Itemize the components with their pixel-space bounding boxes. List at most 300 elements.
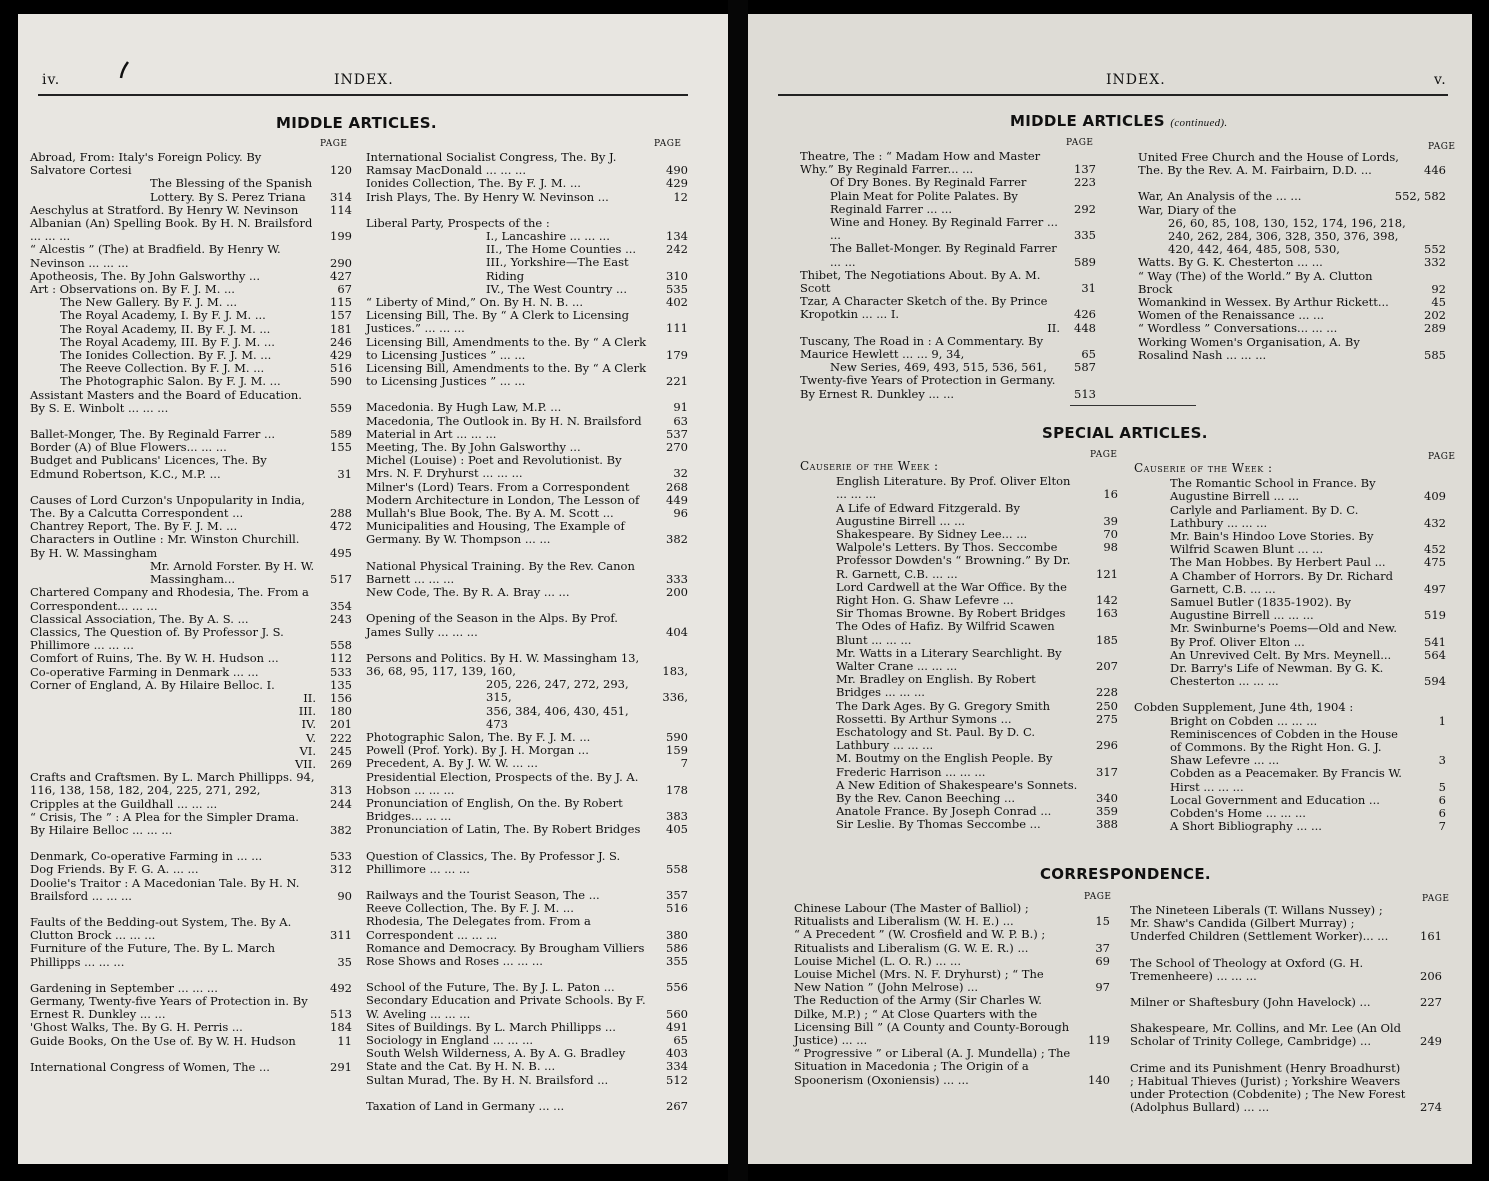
- entry-title: The Royal Academy, II. By F. J. M. ...: [60, 321, 271, 336]
- entry-page-number: 70: [1103, 527, 1118, 542]
- entry-title: Eschatology and St. Paul. By D. C. Lathbury ... ... ...: [836, 725, 1035, 753]
- entry-page-number: 296: [1096, 738, 1118, 753]
- entry-title: Germany, Twenty-five Years of Protection in. By Ernest R. Dunkley ... ...: [30, 993, 308, 1022]
- entry-title: Characters in Outline : Mr. Winston Churchill. By H. W. Massingham: [30, 532, 300, 560]
- entry-title: Powell (Prof. York). By J. H. Morgan ...: [366, 743, 589, 758]
- index-entry: [1134, 767, 1446, 793]
- left-col1-page-label: PAGE: [320, 139, 348, 149]
- entry-title: Denmark, Co-operative Farming in ... ...: [30, 849, 263, 864]
- entry-page-number: 31: [337, 466, 352, 481]
- entry-title: 356, 384, 406, 430, 451, 473: [486, 703, 629, 731]
- index-entry: [800, 216, 1096, 242]
- entry-page-number: 558: [330, 638, 352, 653]
- index-entry: [1134, 477, 1446, 503]
- entry-title: An Unrevived Celt. By Mrs. Meynell...: [1170, 647, 1392, 662]
- entry-page-number: 359: [1096, 804, 1118, 819]
- entry-title: The Odes of Hafiz. By Wilfrid Scawen Blunt ... ... ...: [836, 619, 1055, 647]
- entry-page-number: 7: [680, 756, 688, 771]
- index-entry: [30, 798, 352, 811]
- entry-page-number: 332: [1424, 255, 1446, 270]
- entry-page-number: 11: [337, 1033, 352, 1048]
- index-entry: [30, 533, 352, 559]
- entry-title: Question of Classics, The. By Professor J. S. Phillimore ... ... ...: [366, 848, 621, 876]
- entry-page-number: 403: [666, 1046, 688, 1061]
- left-page-number: iv.: [42, 72, 61, 88]
- index-entry: [30, 1035, 352, 1048]
- index-entry: [800, 726, 1118, 752]
- entry-title: Faults of the Bedding-out System, The. By A. Clutton Brock ... ... ...: [30, 914, 292, 943]
- index-entry: [366, 191, 688, 204]
- entry-page-number: 541: [1424, 634, 1446, 649]
- index-entry: [30, 243, 352, 269]
- index-entry: [800, 581, 1118, 607]
- index-entry: [1138, 217, 1446, 257]
- entry-title: Local Government and Education ...: [1170, 792, 1380, 807]
- index-entry: [366, 652, 688, 678]
- entry-page-number: 3: [1438, 753, 1446, 768]
- entry-page-number: 317: [1096, 764, 1118, 779]
- entry-page-number: 292: [1074, 201, 1096, 216]
- entry-title: “ Progressive ” or Liberal (A. J. Mundella) ; The Situation in Macedonia ; The Origin of a Spoonerism (Oxoniensis) ... ...: [794, 1046, 1071, 1087]
- index-entry: [366, 771, 688, 797]
- index-entry: [800, 295, 1096, 321]
- entry-title: I., Lancashire ... ... ...: [486, 229, 610, 244]
- entry-page-number: 65: [1081, 347, 1096, 362]
- index-entry: [800, 176, 1096, 189]
- index-entry: [794, 994, 1110, 1047]
- entry-page-number: 311: [330, 928, 352, 943]
- entry-title: Plain Meat for Polite Palates. By Reginald Farrer ... ...: [830, 188, 1018, 216]
- right-page-number: v.: [1434, 72, 1447, 88]
- entry-page-number: 513: [1074, 386, 1096, 401]
- entry-title: United Free Church and the House of Lords, The. By the Rev. A. M. Fairbairn, D.D. ...: [1138, 150, 1399, 178]
- index-entry: [800, 779, 1118, 805]
- index-entry: [1138, 190, 1446, 203]
- entry-title: Gardening in September ... ... ...: [30, 980, 218, 995]
- entry-title: Municipalities and Housing, The Example of Germany. By W. Thompson ... ...: [366, 519, 625, 547]
- index-entry: [366, 151, 688, 177]
- index-entry: [800, 150, 1096, 176]
- entry-page-number: 91: [673, 400, 688, 415]
- entry-title: A Chamber of Horrors. By Dr. Richard Garnett, C.B. ... ...: [1170, 568, 1393, 596]
- entry-title: Professor Dowden's “ Browning.” By Dr. R. Garnett, C.B. ... ...: [836, 553, 1071, 581]
- entry-page-number: 533: [330, 664, 352, 679]
- correspondence-column-2: [1130, 904, 1442, 1114]
- entry-page-number: 560: [666, 1006, 688, 1021]
- entry-page-number: 135: [330, 677, 352, 692]
- entry-title: Cobden Supplement, June 4th, 1904 :: [1134, 700, 1354, 715]
- entry-page-number: 426: [1074, 307, 1096, 322]
- entry-title: Modern Architecture in London, The Lesson of: [366, 492, 640, 507]
- entry-page-number: 201: [330, 717, 352, 732]
- entry-page-number: 111: [666, 321, 688, 336]
- causerie-heading-1: Causerie of the Week :: [800, 459, 939, 473]
- index-entry: [366, 705, 688, 731]
- entry-page-number: 402: [666, 295, 688, 310]
- entry-title: Guide Books, On the Use of. By W. H. Hudson: [30, 1033, 296, 1048]
- entry-title: Irish Plays, The. By Henry W. Nevinson ...: [366, 189, 609, 204]
- index-entry: [366, 850, 688, 876]
- correspondence-title: CORRESPONDENCE.: [1040, 865, 1211, 883]
- right-index-column-2: [1138, 151, 1446, 362]
- entry-page-number: 537: [666, 426, 688, 441]
- entry-page-number: 156: [330, 690, 352, 705]
- entry-title: Corner of England, A. By Hilaire Belloc. I.: [30, 677, 275, 692]
- entry-page-number: 590: [330, 374, 352, 389]
- entry-page-number: 45: [1431, 295, 1446, 310]
- index-entry: [1134, 701, 1446, 714]
- entry-page-number: 179: [666, 347, 688, 362]
- entry-title: Mr. Watts in a Literary Searchlight. By Walter Crane ... ... ...: [836, 645, 1062, 674]
- entry-title: New Code, The. By R. A. Bray ... ...: [366, 585, 570, 600]
- entry-page-number: 517: [330, 572, 352, 587]
- index-entry: [800, 269, 1096, 295]
- index-entry: [30, 217, 352, 243]
- entry-page-number: 96: [673, 506, 688, 521]
- entry-page-number: 559: [330, 400, 352, 415]
- entry-title: Comfort of Ruins, The. By W. H. Hudson ...: [30, 651, 279, 666]
- entry-page-number: 90: [337, 888, 352, 903]
- index-entry: [366, 362, 688, 388]
- index-entry: [366, 560, 688, 586]
- entry-page-number: 140: [1088, 1072, 1110, 1087]
- index-entry: [30, 732, 352, 745]
- index-entry: [1134, 622, 1446, 648]
- index-entry: [366, 586, 688, 599]
- index-entry: [794, 1047, 1110, 1087]
- entry-title: Rhodesia, The Delegates from. From a Correspondent ... ... ...: [366, 914, 591, 942]
- index-entry: [800, 620, 1118, 646]
- entry-title: Of Dry Bones. By Reginald Farrer: [830, 175, 1027, 190]
- entry-title: Classics, The Question of. By Professor J. S. Phillimore ... ... ...: [30, 624, 284, 653]
- entry-title: Bright on Cobden ... ... ...: [1170, 713, 1318, 728]
- entry-title: Thibet, The Negotiations About. By A. M. Scott: [800, 267, 1041, 296]
- entry-page-number: 245: [330, 743, 352, 758]
- entry-page-number: 383: [666, 809, 688, 824]
- entry-page-number: 589: [330, 427, 352, 442]
- entry-title: Abroad, From: Italy's Foreign Policy. By Salvatore Cortesi: [30, 150, 262, 178]
- index-entry: [366, 823, 688, 836]
- index-entry: [366, 1021, 688, 1034]
- entry-page-number: 516: [666, 901, 688, 916]
- left-page: [18, 14, 728, 1164]
- index-entry: [30, 942, 352, 968]
- left-index-column-1: [30, 151, 352, 1074]
- entry-page-number: 475: [1424, 555, 1446, 570]
- entry-page-number: 15: [1095, 914, 1110, 929]
- entry-page-number: 181: [330, 321, 352, 336]
- entry-page-number: 429: [666, 176, 688, 191]
- entry-page-number: 163: [1096, 606, 1118, 621]
- entry-title: The School of Theology at Oxford (G. H. Tremenheere) ... ... ...: [1130, 955, 1364, 983]
- entry-title: Sultan Murad, The. By H. N. Brailsford ...: [366, 1072, 609, 1087]
- right-index-column-1: [800, 150, 1096, 401]
- index-entry: [1138, 256, 1446, 269]
- entry-page-number: 121: [1096, 566, 1118, 581]
- entry-title: “ Alcestis ” (The) at Bradfield. By Henry W. Nevinson ... ... ...: [30, 242, 281, 270]
- entry-title: Working Women's Organisation, A. By Rosalind Nash ... ... ...: [1138, 334, 1360, 362]
- entry-title: V.: [306, 730, 316, 745]
- entry-page-number: 497: [1424, 581, 1446, 596]
- index-entry: [366, 797, 688, 823]
- entry-title: Tzar, A Character Sketch of the. By Prince Kropotkin ... ... I.: [800, 294, 1048, 322]
- entry-title: Macedonia. By Hugh Law, M.P. ...: [366, 400, 562, 415]
- entry-page-number: 558: [666, 861, 688, 876]
- entry-title: Macedonia, The Outlook in. By H. N. Brailsford: [366, 413, 642, 428]
- entry-title: Budget and Publicans' Licences, The. By Edmund Robertson, K.C., M.P. ...: [30, 453, 267, 481]
- entry-title: Cobden's Home ... ... ...: [1170, 806, 1306, 821]
- entry-title: Shakespeare, Mr. Collins, and Mr. Lee (An Old Scholar of Trinity College, Cambridge) ...: [1130, 1021, 1401, 1049]
- entry-page-number: 223: [1074, 175, 1096, 190]
- entry-page-number: 312: [330, 862, 352, 877]
- entry-page-number: 206: [1420, 968, 1442, 983]
- index-entry: [30, 613, 352, 626]
- index-entry: [366, 401, 688, 414]
- entry-title: A Short Bibliography ... ...: [1170, 819, 1322, 834]
- index-entry: [800, 242, 1096, 268]
- entry-page-number: 161: [1420, 929, 1442, 944]
- entry-title: Apotheosis, The. By John Galsworthy ...: [30, 268, 260, 283]
- entry-page-number: 243: [330, 611, 352, 626]
- entry-page-number: 69: [1095, 953, 1110, 968]
- entry-page-number: 492: [330, 980, 352, 995]
- index-entry: [800, 818, 1118, 831]
- entry-page-number: 288: [330, 506, 352, 521]
- entry-title: Sir Thomas Browne. By Robert Bridges: [836, 606, 1066, 621]
- entry-page-number: 405: [666, 822, 688, 837]
- entry-title: Albanian (An) Spelling Book. By H. N. Brailsford ... ... ...: [30, 216, 313, 244]
- index-entry: [800, 335, 1096, 361]
- entry-page-number: 246: [330, 334, 352, 349]
- index-entry: [1134, 662, 1446, 688]
- index-entry: [366, 256, 688, 282]
- entry-page-number: 357: [666, 887, 688, 902]
- index-entry: [800, 374, 1096, 400]
- entry-title: III.: [298, 704, 316, 719]
- entry-title: The New Gallery. By F. J. M. ...: [60, 295, 238, 310]
- entry-page-number: 267: [666, 1098, 688, 1113]
- special-col1-list: [800, 475, 1118, 831]
- entry-title: The Royal Academy, I. By F. J. M. ...: [60, 308, 266, 323]
- entry-page-number: 119: [1088, 1033, 1110, 1048]
- causerie-heading-2: Causerie of the Week :: [1134, 461, 1273, 475]
- entry-title: Milner's (Lord) Tears. From a Correspondent: [366, 479, 630, 494]
- index-entry: [30, 375, 352, 388]
- index-entry: [366, 612, 688, 638]
- entry-title: Furniture of the Future, The. By L. March Phillipps ... ... ...: [30, 941, 276, 969]
- entry-title: Reminiscences of Cobden in the House of Commons. By the Right Hon. G. J. Shaw Lefevre ... ...: [1170, 726, 1398, 768]
- entry-page-number: 159: [666, 743, 688, 758]
- entry-title: Ionides Collection, The. By F. J. M. ...: [366, 176, 581, 191]
- index-entry: [1134, 556, 1446, 569]
- special-articles-column-2: [1134, 462, 1446, 833]
- entry-title: Aeschylus at Stratford. By Henry W. Nevinson: [30, 202, 299, 217]
- divider-rule: [1070, 405, 1196, 406]
- entry-page-number: 336,: [662, 690, 688, 705]
- entry-title: Mullah's Blue Book, The. By A. M. Scott ...: [366, 506, 614, 521]
- entry-title: Shakespeare. By Sidney Lee... ...: [836, 527, 1028, 542]
- entry-page-number: 512: [666, 1072, 688, 1087]
- entry-title: IV., The West Country ...: [486, 281, 627, 296]
- index-entry: [1130, 996, 1442, 1009]
- index-entry: [366, 678, 688, 704]
- left-running-head: INDEX.: [334, 72, 394, 88]
- index-entry: [366, 915, 688, 941]
- index-entry: [1138, 322, 1446, 335]
- entry-page-number: 199: [330, 229, 352, 244]
- entry-page-number: 404: [666, 624, 688, 639]
- entry-page-number: 200: [666, 585, 688, 600]
- entry-page-number: 429: [330, 348, 352, 363]
- entry-title: Mr. Arnold Forster. By H. W. Massingham...: [150, 558, 315, 587]
- entry-title: “ Crisis, The ” : A Plea for the Simpler Drama. By Hilaire Belloc ... ... ...: [30, 809, 299, 837]
- entry-title: Chartered Company and Rhodesia, The. From a Correspondent... ... ...: [30, 585, 309, 613]
- index-entry: [30, 586, 352, 612]
- entry-title: Material in Art ... ... ...: [366, 426, 497, 441]
- index-entry: [366, 955, 688, 968]
- entry-title: IV.: [301, 717, 316, 732]
- entry-title: The Romantic School in France. By Augustine Birrell ... ...: [1170, 476, 1376, 504]
- entry-title: English Literature. By Prof. Oliver Elton ... ... ...: [836, 474, 1071, 502]
- entry-page-number: 32: [673, 466, 688, 481]
- entry-page-number: 333: [666, 571, 688, 586]
- entry-page-number: 556: [666, 980, 688, 995]
- entry-page-number: 39: [1103, 513, 1118, 528]
- entry-title: Rose Shows and Roses ... ... ...: [366, 953, 543, 968]
- entry-title: Romance and Democracy. By Brougham Villiers: [366, 940, 645, 955]
- index-entry: [800, 647, 1118, 673]
- entry-title: Art : Observations on. By F. J. M. ...: [30, 282, 235, 297]
- correspondence-column-1: [794, 902, 1110, 1087]
- entry-title: Chantrey Report, The. By F. J. M. ...: [30, 519, 238, 534]
- index-entry: [30, 916, 352, 942]
- entry-page-number: 178: [666, 782, 688, 797]
- entry-page-number: 202: [1424, 308, 1446, 323]
- entry-page-number: 185: [1096, 632, 1118, 647]
- index-entry: [366, 454, 688, 480]
- entry-page-number: 5: [1438, 779, 1446, 794]
- entry-page-number: 472: [330, 519, 352, 534]
- corr-col1-page-label: PAGE: [1084, 892, 1112, 902]
- special-articles-title: SPECIAL ARTICLES.: [1042, 424, 1208, 442]
- entry-page-number: 120: [330, 163, 352, 178]
- index-entry: [1130, 1062, 1442, 1115]
- index-entry: [1138, 336, 1446, 362]
- index-entry: [1130, 957, 1442, 983]
- index-entry: [800, 322, 1096, 335]
- entry-title: Carlyle and Parliament. By D. C. Lathbury ... ... ...: [1170, 502, 1359, 530]
- entry-page-number: 12: [673, 189, 688, 204]
- entry-page-number: 448: [1074, 320, 1096, 335]
- entry-title: Tuscany, The Road in : A Commentary. By Maurice Hewlett ... ... 9, 34,: [800, 333, 1044, 362]
- index-entry: [366, 415, 688, 428]
- special-col2-list: [1134, 477, 1446, 833]
- index-entry: [800, 475, 1118, 501]
- entry-title: School of the Future, The. By J. L. Paton ...: [366, 980, 615, 995]
- entry-title: Chinese Labour (The Master of Balliol) ; Ritualists and Liberalism (W. H. E.) ...: [794, 901, 1029, 929]
- entry-page-number: 184: [330, 1020, 352, 1035]
- entry-page-number: 594: [1424, 674, 1446, 689]
- entry-title: The Reeve Collection. By F. J. M. ...: [60, 361, 265, 376]
- index-entry: [794, 968, 1110, 994]
- right-page: [748, 14, 1472, 1164]
- entry-title: Liberal Party, Prospects of the :: [366, 215, 550, 230]
- entry-title: New Series, 469, 493, 515, 536, 561,: [830, 360, 1047, 375]
- index-entry: [1134, 530, 1446, 556]
- entry-title: The Royal Academy, III. By F. J. M. ...: [60, 334, 275, 349]
- entry-title: VII.: [294, 756, 316, 771]
- index-entry: [366, 942, 688, 955]
- index-entry: [1134, 570, 1446, 596]
- entry-page-number: 427: [330, 268, 352, 283]
- entry-title: Louise Michel (L. O. R.) ... ...: [794, 953, 961, 968]
- entry-title: Border (A) of Blue Flowers... ... ...: [30, 440, 227, 455]
- entry-page-number: 98: [1103, 540, 1118, 555]
- right-col1-page-label: PAGE: [1066, 138, 1094, 148]
- entry-title: “ Liberty of Mind,” On. By H. N. B. ...: [366, 295, 583, 310]
- entry-page-number: 227: [1420, 995, 1442, 1010]
- entry-title: Sir Leslie. By Thomas Seccombe ...: [836, 817, 1041, 832]
- index-entry: [800, 673, 1118, 699]
- index-entry: [30, 863, 352, 876]
- entry-title: Rossetti. By Arthur Symons ...: [836, 711, 1012, 726]
- entry-title: Cobden as a Peacemaker. By Francis W. Hirst ... ... ...: [1170, 766, 1402, 794]
- entry-title: Railways and the Tourist Season, The ...: [366, 887, 600, 902]
- index-entry: [366, 757, 688, 770]
- entry-title: Twenty-five Years of Protection in Germany. By Ernest R. Dunkley ... ...: [800, 373, 1056, 401]
- left-col2-page-label: PAGE: [654, 139, 682, 149]
- entry-page-number: 134: [666, 229, 688, 244]
- entry-title: Cripples at the Guildhall ... ... ...: [30, 796, 218, 811]
- entry-title: Samuel Butler (1835-1902). By Augustine Birrell ... ... ...: [1170, 595, 1351, 623]
- entry-page-number: 535: [666, 281, 688, 296]
- entry-title: Opening of the Season in the Alps. By Prof. James Sully ... ... ...: [366, 611, 618, 639]
- entry-page-number: 65: [673, 1032, 688, 1047]
- entry-title: International Congress of Women, The ...: [30, 1059, 270, 1074]
- right-col2-page-label: PAGE: [1428, 142, 1456, 152]
- entry-title: Dr. Barry's Life of Newman. By G. K. Chesterton ... ... ...: [1170, 661, 1384, 689]
- entry-title: 'Ghost Walks, The. By G. H. Perris ...: [30, 1020, 243, 1035]
- entry-title: “ Way (The) of the World.” By A. Clutton Brock: [1138, 268, 1373, 296]
- entry-page-number: 222: [330, 730, 352, 745]
- special-articles-column-1: [800, 460, 1118, 832]
- index-entry: [30, 454, 352, 480]
- entry-title: Ballet-Monger, The. By Reginald Farrer ...: [30, 427, 276, 442]
- entry-page-number: 67: [337, 282, 352, 297]
- entry-title: Crime and its Punishment (Henry Broadhurst) ; Habitual Thieves (Jurist) ; Yorkshire Weavers under Protection (Cobdenite) ; The New Forest (Adolphus Bullard) ... ...: [1130, 1060, 1406, 1115]
- index-entry: [800, 502, 1118, 528]
- index-entry: [366, 1074, 688, 1087]
- middle-articles-continued-title: MIDDLE ARTICLES (continued).: [1010, 112, 1228, 130]
- index-entry: [366, 309, 688, 335]
- entry-page-number: 37: [1095, 940, 1110, 955]
- entry-page-number: 513: [330, 1007, 352, 1022]
- entry-title: A Life of Edward Fitzgerald. By Augustine Birrell ... ...: [836, 500, 1020, 528]
- index-entry: [30, 494, 352, 520]
- entry-title: The Nineteen Liberals (T. Willans Nussey) ; Mr. Shaw's Candida (Gilbert Murray) ; Underfed Children (Settlement Worker)... ...: [1130, 903, 1389, 944]
- entry-title: Womankind in Wessex. By Arthur Rickett...: [1138, 295, 1389, 310]
- entry-title: II.: [303, 690, 316, 705]
- entry-title: Reeve Collection, The. By F. J. M. ...: [366, 901, 574, 916]
- index-entry: [800, 700, 1118, 713]
- entry-title: Photographic Salon, The. By F. J. M. ...: [366, 729, 591, 744]
- index-entry: [800, 190, 1096, 216]
- index-entry: [366, 177, 688, 190]
- entry-page-number: 380: [666, 927, 688, 942]
- entry-title: Michel (Louise) : Poet and Revolutionist. By Mrs. N. F. Dryhurst ... ... ...: [366, 453, 622, 481]
- entry-title: The Reduction of the Army (Sir Charles W. Dilke, M.P.) ; “ At Close Quarters with the Licensing Bill ” (A County and County-Borough Justice) ... ...: [794, 993, 1070, 1048]
- entry-title: The Man Hobbes. By Herbert Paul ...: [1170, 555, 1386, 570]
